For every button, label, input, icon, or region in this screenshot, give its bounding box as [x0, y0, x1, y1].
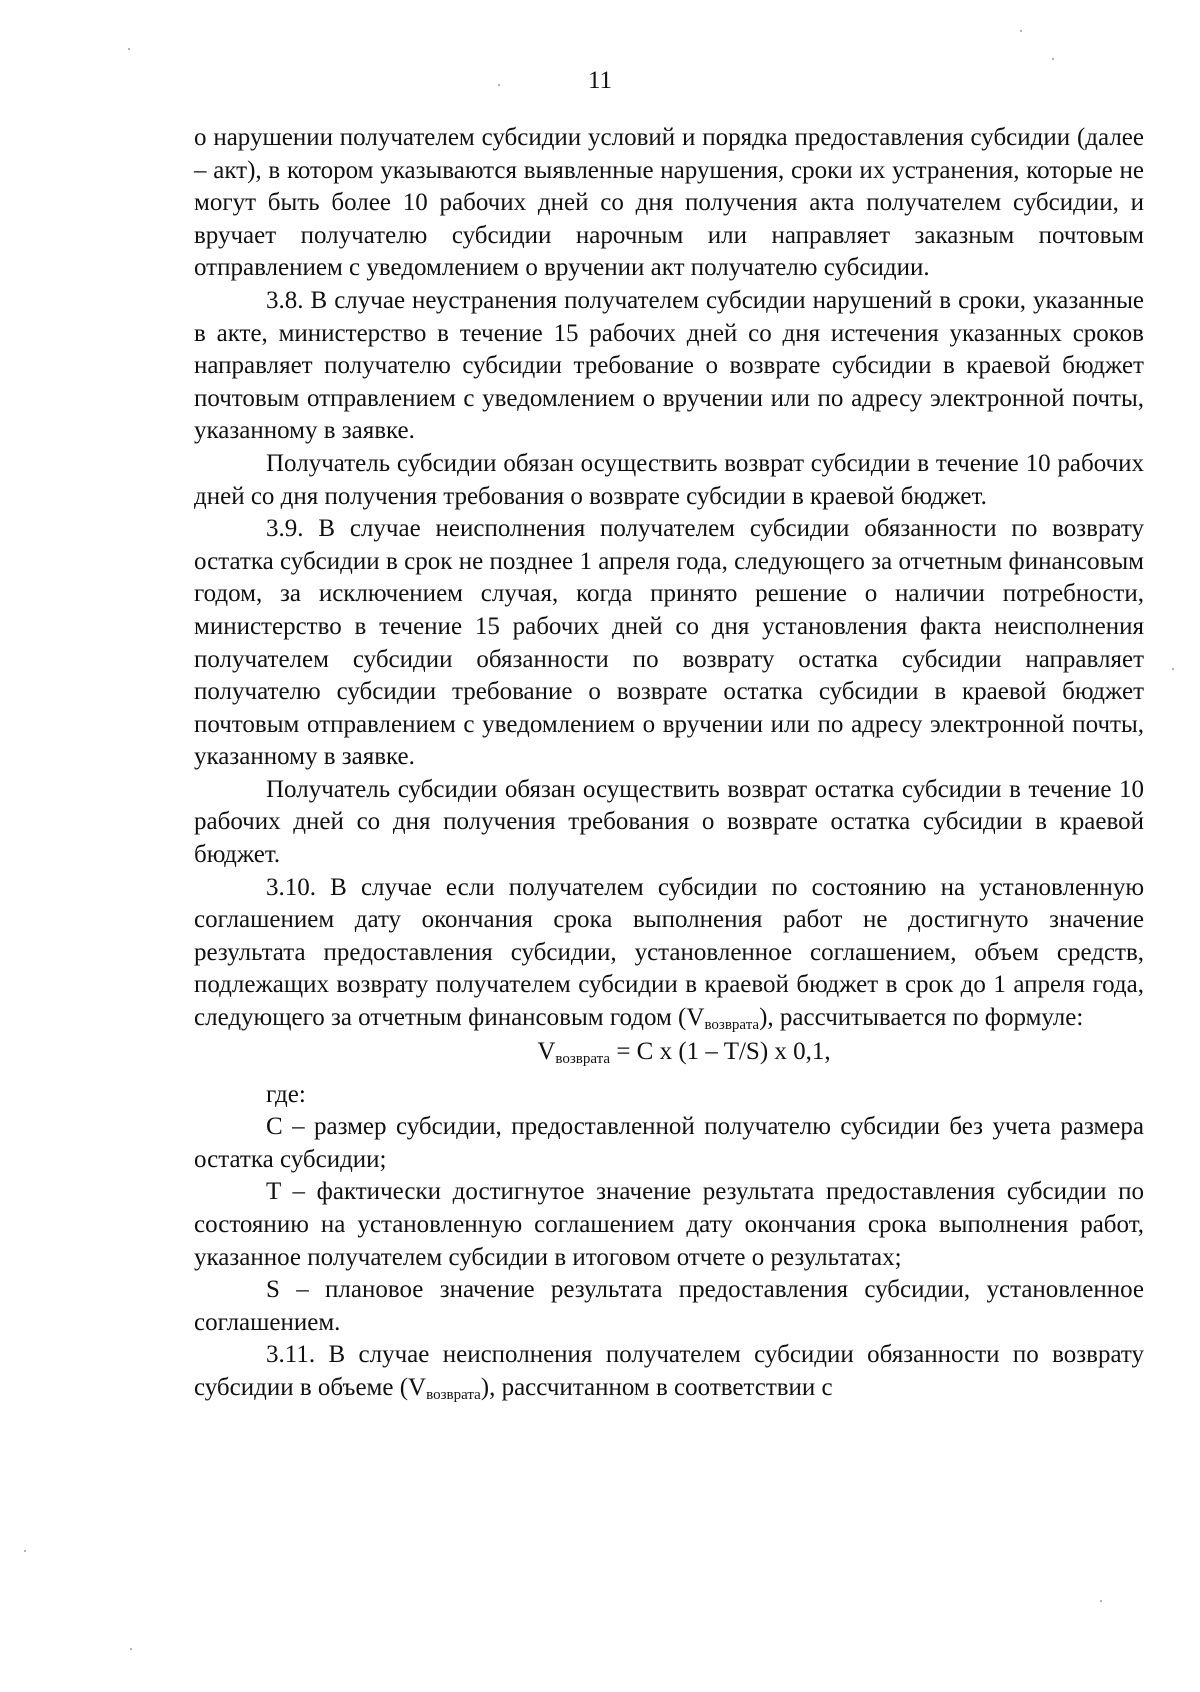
paragraph-3-10-text-end: ), рассчитывается по формуле:: [759, 1004, 1084, 1032]
formula-where: где:: [266, 1080, 306, 1108]
v-return-subscript: возврата: [704, 1017, 760, 1034]
scan-speck: [128, 48, 130, 50]
scan-speck: [130, 1648, 132, 1650]
paragraph-3-11-text-end: ), рассчитанном в соответствии с: [480, 1373, 833, 1401]
scan-speck: [1052, 58, 1054, 60]
formula-expression: = C x (1 – T/S) x 0,1,: [610, 1037, 831, 1065]
paragraph-act: о нарушении получателем субсидии условий и порядка предоставления субсидии (далее – акт), в котором указываются выявленные нарушения, сроки их устранения, которые не могут быть более 10 рабочих дней со дня получения акта получателем субсидии, и вручает получателю субсидии нарочным или направляет заказным почтовым отправлением с уведомлением о вручении акт получателю субсидии.: [194, 124, 1144, 282]
formula-variable: V: [537, 1037, 556, 1065]
paragraph-remainder-return: Получатель субсидии обязан осуществить возврат остатка субсидии в течение 10 рабочих дней со дня получения требования о возврате остатка субсидии в краевой бюджет.: [194, 775, 1144, 869]
scan-speck: [1100, 1600, 1102, 1602]
definition-t: T – фактически достигнутое значение результата предоставления субсидии по состоянию на установленную соглашением дату окончания срока выполнения работ, указанное получателем субсидии в итоговом отчете о результатах;: [194, 1178, 1144, 1271]
formula: [194, 1035, 1144, 1069]
paragraph-return-obligation: Получатель субсидии обязан осуществить возврат субсидии в течение 10 рабочих дней со дня получения требования о возврате субсидии в краевой бюджет.: [194, 449, 1144, 510]
definition-c: C – размер субсидии, предоставленной получателю субсидии без учета размера остатка субсидии;: [194, 1113, 1144, 1173]
document-body: [194, 122, 1144, 1405]
paragraph-3-8: 3.8. В случае неустранения получателем субсидии нарушений в сроки, указанные в акте, министерство в течение 15 рабочих дней со дня истечения указанных сроков направляет получателю субсидии требование о возврате субсидии в краевой бюджет почтовым отправлением с уведомлением о вручении или по адресу электронной почты, указанному в заявке.: [194, 286, 1144, 445]
scan-speck: [1172, 668, 1174, 670]
scan-speck: [1020, 30, 1022, 32]
scan-speck: [498, 84, 500, 86]
paragraph-3-11: [194, 1339, 1144, 1404]
formula-subscript: возврата: [555, 1050, 611, 1067]
v-return-subscript-2: возврата: [426, 1386, 481, 1403]
paragraph-3-11-text: 3.11. В случае неисполнения получателем субсидии обязанности по возврату субсидии в объеме (V: [194, 1341, 1144, 1401]
definition-s: S – плановое значение результата предоставления субсидии, установленное соглашением.: [194, 1276, 1144, 1336]
scan-speck: [24, 1550, 26, 1552]
page-number: 11: [587, 67, 613, 94]
paragraph-3-10-text: 3.10. В случае если получателем субсидии по состоянию на установленную соглашением дату окончания срока выполнения работ не достигнуто значение результата предоставления субсидии, установленное соглашением, объем средств, подлежащих возврату получателем субсидии в краевой бюджет в срок до 1 апреля года, следующего за отчетным финансовым годом (V: [194, 873, 1144, 1032]
paragraph-3-10: [194, 872, 1144, 1035]
paragraph-3-9: 3.9. В случае неисполнения получателем субсидии обязанности по возврату остатка субсидии в срок не позднее 1 апреля года, следующего за отчетным финансовым годом, за исключением случая, когда принято решение о наличии потребности, министерство в течение 15 рабочих дней со дня установления факта неисполнения получателем субсидии обязанности по возврату остатка субсидии направляет получателю субсидии требование о возврате остатка субсидии в краевой бюджет почтовым отправлением с уведомлением о вручении или по адресу электронной почты, указанному в заявке.: [194, 515, 1144, 771]
